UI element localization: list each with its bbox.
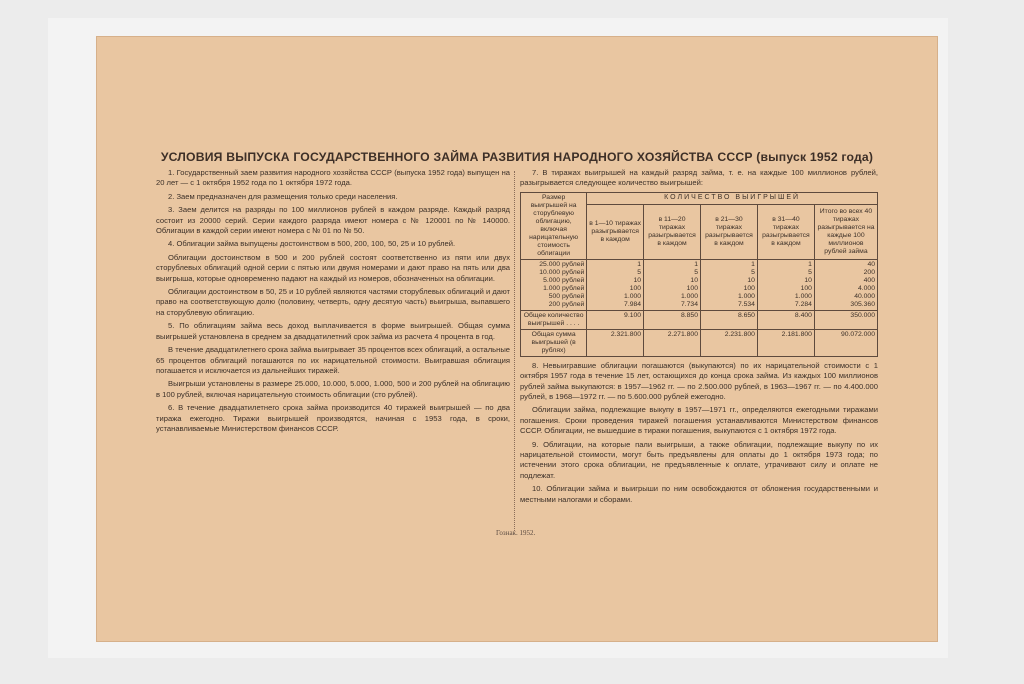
- paragraph-5a: В течение двадцатилетнего срока займа выигрывает 35 процентов всех облигаций, а остальные 65 процентов облигаций погашаются по их нарицательной стоимости. Выигравшая облигация погашается и исключается из дальнейших тиражей.: [156, 345, 510, 375]
- counts-draws-11-20: 1 5 10 100 1.000 7.734: [644, 259, 701, 310]
- col-header-draws-31-40: в 31—40 тиражах разыгрывается в каждом: [757, 204, 814, 259]
- paragraph-4b: Облигации достоинством в 50, 25 и 10 рублей являются частями сторублевых облигаций и дают право на соответствующую долю (половину, четверть, одну десятую часть) выигрыша, выпавшего на сторублевую облигацию.: [156, 287, 510, 317]
- printer-imprint: Гознак. 1952.: [496, 529, 536, 537]
- total-count-31-40: 8.400: [757, 310, 814, 329]
- paragraph-8: 8. Невыигравшие облигации погашаются (выкупаются) по их нарицательной стоимости с 1 октября 1957 года в течение 15 лет, остающихся до конца срока займа. Из каждых 100 миллионов рублей займа выкупаются: в 1957—1962 гг. — по 2.500.000 рублей, в 1963—1967 гг. — по 4.400.000 рублей, в 1968—1972 гг. — по 5.600.000 рублей ежегодно.: [520, 360, 878, 402]
- total-sum-all: 90.072.000: [814, 329, 877, 356]
- counts-draws-21-30: 1 5 10 100 1.000 7.534: [700, 259, 757, 310]
- paragraph-3: 3. Заем делится на разряды по 100 миллионов рублей в каждом разряде. Каждый разряд состоит из 20000 серий. Серии каждого разряда имеют номера с № 120001 по № 140000. Облигации в каждой серии имеют номера с № 01 по № 50.: [156, 205, 510, 236]
- total-sum-31-40: 2.181.800: [757, 329, 814, 356]
- paragraph-5: 5. По облигациям займа весь доход выплачивается в форме выигрышей. Общая сумма выигрышей установлена в среднем за двадцатилетний срок займа из расчета 4 процента в год.: [156, 321, 510, 341]
- total-sum-21-30: 2.231.800: [700, 329, 757, 356]
- bond-document: [96, 36, 938, 642]
- paragraph-4a: Облигации достоинством в 500 и 200 рублей состоят соответственно из пяти или двух сторублевых облигаций одной серии с пятью или двумя номерами и дают право на пять или два выигрыша, которые одновременно падают на каждый из номеров, обозначенных на облигации.: [156, 252, 510, 283]
- winnings-count-header: КОЛИЧЕСТВО ВЫИГРЫШЕЙ: [587, 192, 878, 204]
- column-divider: [514, 171, 516, 531]
- total-count-1-10: 9.100: [587, 310, 644, 329]
- total-sum-11-20: 2.271.800: [644, 329, 701, 356]
- paragraph-6: 6. В течение двадцатилетнего срока займа производится 40 тиражей выигрышей — по два тиража ежегодно. Тиражи выигрышей производятся, начиная с 1953 года, в сроки, устанавливаемые Министерством финансов СССР.: [156, 403, 510, 433]
- total-count-label: Общее количество выигрышей . . . .: [521, 310, 587, 329]
- prize-size-header: Размер выигрышей на сторублевую облигацию, включая нарицательную стоимость облигации: [521, 192, 587, 259]
- col-header-total: Итого во всех 40 тиражах разыгрывается на каждые 100 миллионов рублей займа: [814, 204, 877, 259]
- paragraph-10: 10. Облигации займа и выигрыши по ним освобождаются от обложения государственными и местными налогами и сборами.: [520, 484, 878, 504]
- col-header-draws-21-30: в 21—30 тиражах разыгрывается в каждом: [700, 204, 757, 259]
- winnings-table: [520, 192, 878, 357]
- total-count-all: 350.000: [814, 310, 877, 329]
- right-column: [520, 168, 878, 508]
- paragraph-4: 4. Облигации займа выпущены достоинством в 500, 200, 100, 50, 25 и 10 рублей.: [168, 239, 456, 249]
- paragraph-7: 7. В тиражах выигрышей на каждый разряд займа, т. е. на каждые 100 миллионов рублей, разыгрывается следующее количество выигрышей:: [520, 168, 878, 188]
- counts-draws-1-10: 1 5 10 100 1.000 7.984: [587, 259, 644, 310]
- total-sum-1-10: 2.321.800: [587, 329, 644, 356]
- document-title: УСЛОВИЯ ВЫПУСКА ГОСУДАРСТВЕННОГО ЗАЙМА РАЗВИТИЯ НАРОДНОГО ХОЗЯЙСТВА СССР (выпуск 1952 года): [160, 150, 874, 164]
- counts-total: 40 200 400 4.000 40.000 305.360: [814, 259, 877, 310]
- paragraph-8a: Облигации займа, подлежащие выкупу в 1957—1971 гг., определяются ежегодными тиражами погашения. Сроки проведения тиражей погашения устанавливаются Министерством финансов СССР. Облигации, не вышедшие в тиражи погашения, выкупаются с 1 октября 1972 года.: [520, 405, 878, 436]
- total-sum-label: Общая сумма выигрышей (в рублях): [521, 329, 587, 356]
- prize-sizes: 25.000 рублей 10.000 рублей 5.000 рублей 1.000 рублей 500 рублей 200 рублей: [521, 259, 587, 310]
- left-column: [156, 168, 510, 437]
- paragraph-2: 2. Заем предназначен для размещения только среди населения.: [168, 191, 398, 201]
- col-header-draws-11-20: в 11—20 тиражах разыгрывается в каждом: [644, 204, 701, 259]
- paragraph-1: 1. Государственный заем развития народного хозяйства СССР (выпуска 1952 года) выпущен на 20 лет — с 1 октября 1952 года по 1 октября 1972 года.: [156, 168, 510, 188]
- counts-draws-31-40: 1 5 10 100 1.000 7.284: [757, 259, 814, 310]
- total-count-21-30: 8.650: [700, 310, 757, 329]
- paragraph-9: 9. Облигации, на которые пали выигрыши, а также облигации, подлежащие выкупу по их нарицательной стоимости, могут быть предъявлены для оплаты до 1 октября 1973 года; по истечении этого срока облигации, не предъявленные к оплате, утрачивают силу и оплате не подлежат.: [520, 439, 878, 480]
- col-header-draws-1-10: в 1—10 тиражах разыгрывается в каждом: [587, 204, 644, 259]
- paragraph-5b: Выигрыши установлены в размере 25.000, 10.000, 5.000, 1.000, 500 и 200 рублей на облигацию в 100 рублей, включая нарицательную стоимость облигации (сто рублей).: [156, 379, 510, 399]
- total-count-11-20: 8.850: [644, 310, 701, 329]
